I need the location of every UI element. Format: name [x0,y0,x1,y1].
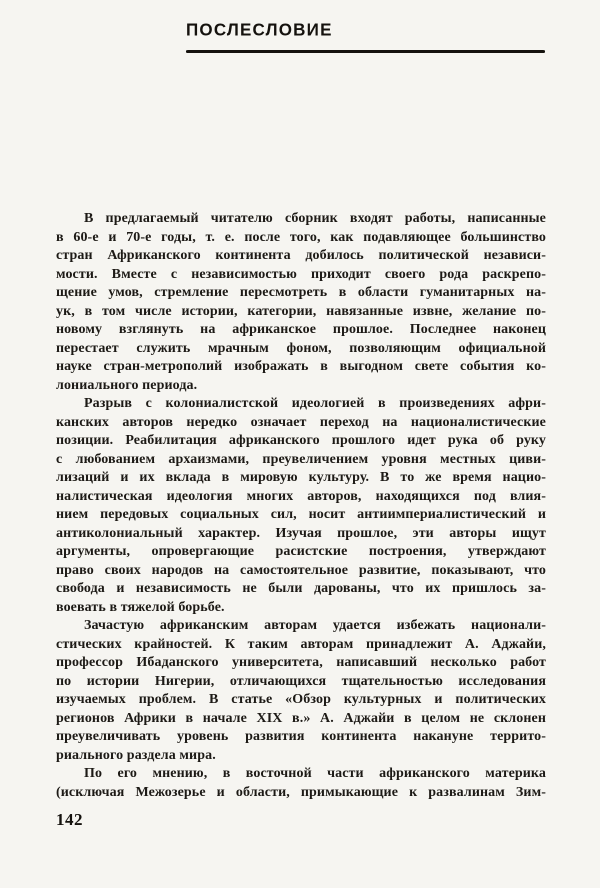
text-line: нием передовых социальных сил, носит антиимпериалистический и [56,507,546,522]
text-line: лониального периода. [56,377,198,393]
chapter-header [186,20,545,53]
text-line: антиколониальный характер. Изучая прошлое, эти авторы ищут [56,525,546,541]
text-line: регионов Африки в начале XIX в.» А. Аджайи в целом не склонен [56,710,546,726]
paragraph [56,395,546,617]
text-line: стических крайностей. К таким авторам принадлежит А. Аджайи, [56,636,546,652]
text-line: ук, в том числе истории, категории, навязанные извне, желание по- [56,303,546,319]
text-line: новому взглянуть на африканское прошлое. Последнее наконец [56,322,546,337]
text-line: право своих народов на самостоятельное развитие, показывают, что [56,562,546,578]
paragraph [56,765,546,802]
paragraph [56,210,546,395]
text-line: Зачастую африканским авторам удается избежать национали- [84,618,546,633]
text-line: науке стран-метрополий изображать в выгодном свете события ко- [56,359,546,374]
text-line: с любованием архаизмами, преувеличением уровня местных циви- [56,451,546,467]
text-line: (исключая Межозерье и области, примыкающие к развалинам Зим- [56,784,546,800]
text-line: Разрыв с колониалистской идеологией в произведениях афри- [84,396,546,411]
text-line: изучаемых проблем. В статье «Обзор культурных и политических [56,692,546,707]
text-line: преувеличивать уровень развития континента накануне террито- [56,729,546,744]
text-line: лизаций и их вклада в мировую культуру. В то же время нацио- [56,470,546,485]
text-line: свобода и независимость не были дарованы, что их пришлось за- [56,581,546,596]
text-line: В предлагаемый читателю сборник входят работы, написанные [84,211,546,226]
chapter-title: ПОСЛЕСЛОВИЕ [186,20,333,40]
text-line: аргументы, опровергающие расистские построения, утверждают [56,544,546,559]
text-line: профессор Ибаданского университета, написавший несколько работ [56,655,546,670]
text-line: перестает служить мрачным фоном, позволяющим официальной [56,340,546,356]
text-line: по истории Нигерии, отличающихся тщательностью исследования [56,673,546,689]
header-rule [186,50,545,53]
text-line: щение умов, стремление пересмотреть в области гуманитарных на- [56,285,546,300]
paragraph [56,617,546,765]
text-line: в 60-е и 70-е годы, т. е. после того, как подавляющее большинство [56,229,546,245]
page-number: 142 [56,810,83,829]
text-line: воевать в тяжелой борьбе. [56,599,225,615]
text-line: мости. Вместе с независимостью приходит своего рода раскрепо- [56,266,546,282]
text-line: канских авторов нередко означает переход на националистические [56,414,546,430]
text-line: позиции. Реабилитация африканского прошлого идет рука об руку [56,433,546,448]
body-text [56,210,546,802]
text-line: стран Африканского континента добилось политической независи- [56,248,546,263]
text-line: риального раздела мира. [56,747,216,763]
text-line: По его мнению, в восточной части африканского материка [84,766,546,781]
text-line: налистическая идеология многих авторов, находящихся под влия- [56,488,546,504]
